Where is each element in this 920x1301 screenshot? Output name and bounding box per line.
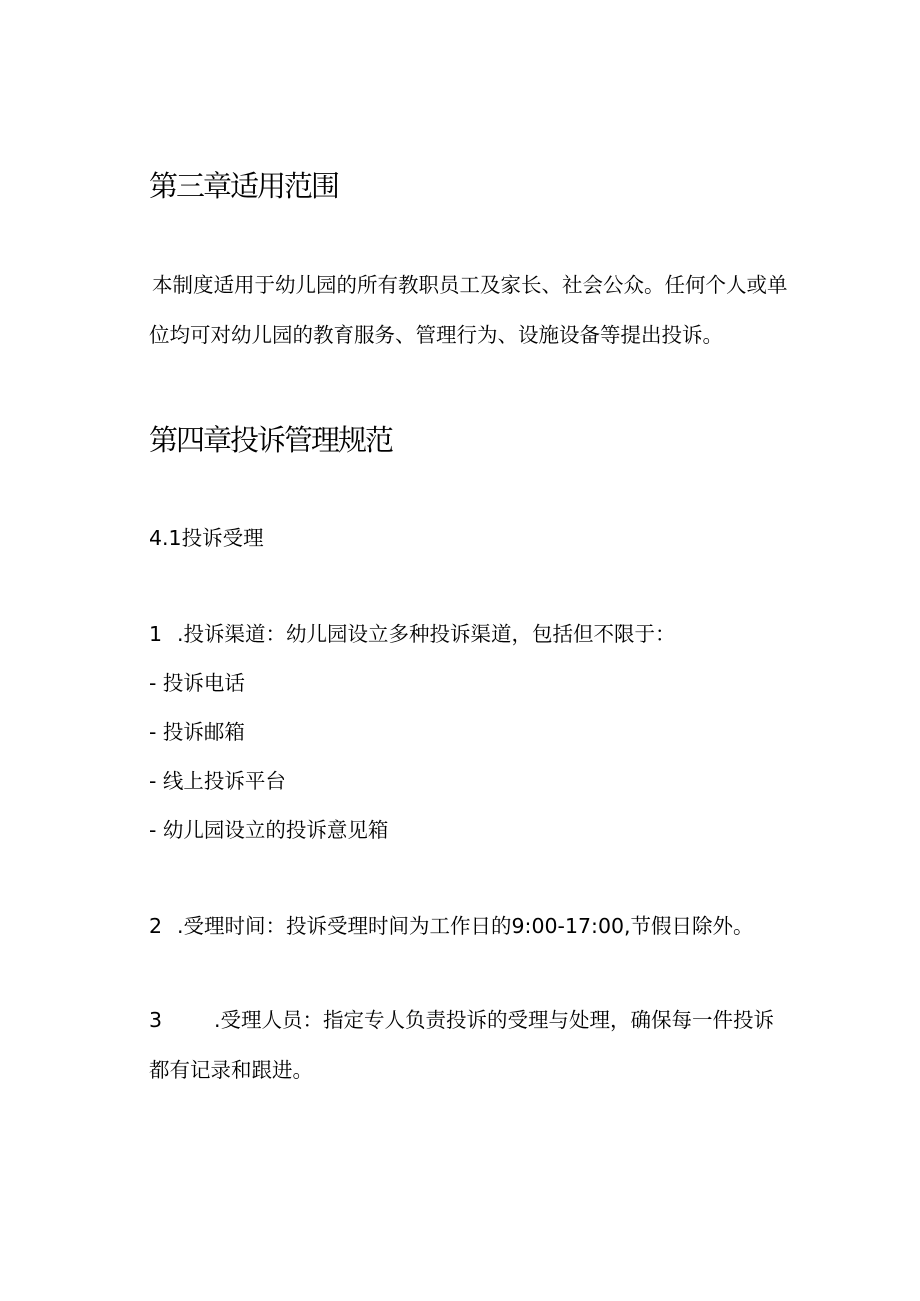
item-2-text: .受理时间：投诉受理时间为工作日的9:00-17:00,节假日除外。 [177,914,754,938]
item-1 [149,619,676,649]
chapter-3-paragraph-line-2: 位均可对幼儿园的教育服务、管理行为、设施设备等提出投诉。 [149,323,723,347]
item-3-line-1 [149,1005,774,1035]
item-1-text: .投诉渠道：幼儿园设立多种投诉渠道，包括但不限于： [177,622,676,646]
item-3-text: .受理人员：指定专人负责投诉的受理与处理，确保每一件投诉 [214,1008,775,1032]
item-2-number: 2 [149,914,163,938]
item-2 [149,911,754,941]
section-4-1-heading: 4.1投诉受理 [149,526,264,550]
chapter-3-heading: 第三章适用范围 [149,169,339,203]
bullet-item: - 幼儿园设立的投诉意见箱 [149,818,389,842]
item-3-number: 3 [149,1008,163,1032]
chapter-4-heading: 第四章投诉管理规范 [149,423,393,457]
bullet-item: - 线上投诉平台 [149,769,286,793]
bullet-item: - 投诉邮箱 [149,720,245,744]
chapter-3-paragraph-line-1: 本制度适用于幼儿园的所有教职员工及家长、社会公众。任何个人或单 [152,273,788,297]
bullet-item: - 投诉电话 [149,671,245,695]
item-3-line-2: 都有记录和跟进。 [149,1058,313,1082]
item-1-number: 1 [149,622,163,646]
